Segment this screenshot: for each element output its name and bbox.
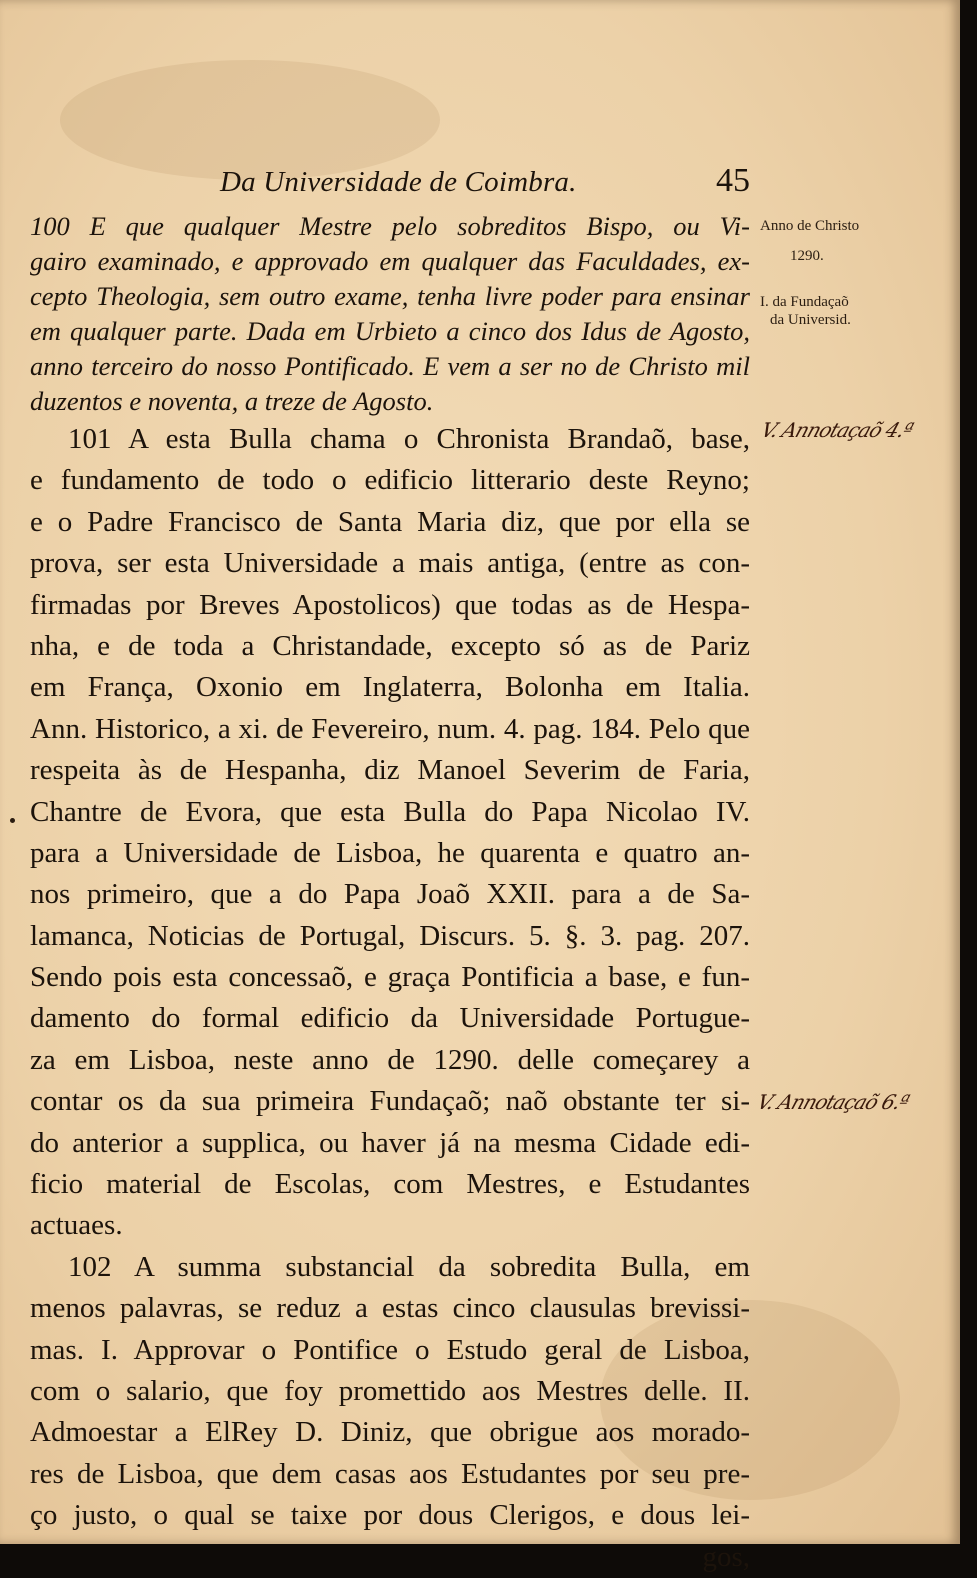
text-line: gos, [702,1540,750,1573]
text-line: mas. I. Approvar o Pontifice o Estudo geral de Lisboa, [30,1333,750,1366]
ink-dot [10,818,15,823]
text-line: 102 A summa substancial da sobredita Bulla, em [68,1250,750,1283]
text-line: 101 A esta Bulla chama o Chronista Brandaõ, base, [68,423,750,455]
text-line: cepto Theologia, sem outro exame, tenha livre poder para ensinar [30,281,750,311]
text-line: duzentos e noventa, a treze de Agosto. [30,386,434,416]
margin-note-fundacao [760,293,960,329]
text-line: lamanca, Noticias de Portugal, Discurs. 5. §. 3. pag. 207. [30,919,750,952]
text-line: para a Universidade de Lisboa, he quarenta e quatro an- [30,836,750,869]
handwritten-annotation-2: V. Annotaçaõ 6.ª [754,1090,912,1114]
handwritten-annotation-1: V. Annotaçaõ 4.ª [758,418,916,442]
text-line: Sendo pois esta concessaõ, e graça Pontificia a base, e fun- [30,961,750,994]
text-line: actuaes. [30,1209,123,1242]
text-line: 100 E que qualquer Mestre pelo sobreditos Bispo, ou Vi- [30,211,750,241]
text-line: gairo examinado, e approvado em qualquer das Faculdades, ex- [30,246,750,276]
margin-year: 1290. [790,248,824,264]
text-line: Admoestar a ElRey D. Diniz, que obrigue aos morado- [30,1416,750,1449]
margin-anno-label: Anno de Christo [760,218,860,234]
margin-fundacao-line-2: da Universid. [770,312,851,328]
text-line: firmadas por Breves Apostolicos) que todas as de Hespa- [30,588,750,621]
text-line: menos palavras, se reduz a estas cinco clausulas brevissi- [30,1292,750,1325]
text-line: res de Lisboa, que dem casas aos Estudantes por seu pre- [30,1457,750,1490]
running-head [220,162,750,202]
margin-fundacao-line-1: I. da Fundaçaõ [760,294,849,310]
margin-note-anno [760,217,960,265]
text-line: Ann. Historico, a xi. de Fevereiro, num. 4. pag. 184. Pelo que [30,712,750,745]
text-line: e fundamento de todo o edificio litterario deste Reyno; [30,464,750,497]
text-line: com o salario, que foy promettido aos Mestres delle. II. [30,1374,750,1407]
running-head-title: Da Universidade de Coimbra. [220,166,577,198]
text-line: em qualquer parte. Dada em Urbieto a cinco dos Idus de Agosto, [30,316,750,346]
text-line: nos primeiro, que a do Papa Joaõ XXII. para a de Sa- [30,878,750,911]
text-line: respeita às de Hespanha, diz Manoel Severim de Faria, [30,754,750,787]
text-line: damento do formal edificio da Universidade Portugue- [30,1002,750,1035]
text-line: Chantre de Evora, que esta Bulla do Papa Nicolao IV. [30,795,750,828]
text-line: prova, ser esta Universidade a mais antiga, (entre as con- [30,547,750,580]
text-line: nha, e de toda a Christandade, excepto só as de Pariz [30,629,750,662]
text-line: za em Lisboa, neste anno de 1290. delle começarey a [30,1043,750,1076]
text-line: e o Padre Francisco de Santa Maria diz, que por ella se [30,505,750,538]
text-line: ço justo, o qual se taixe por dous Clerigos, e dous lei- [30,1499,750,1532]
text-line: contar os da sua primeira Fundaçaõ; naõ obstante ter si- [30,1085,750,1118]
text-line: em França, Oxonio em Inglaterra, Bolonha em Italia. [30,671,750,704]
page-number: 45 [716,162,750,199]
text-line: do anterior a supplica, ou haver já na mesma Cidade edi- [30,1126,750,1159]
body-text [30,209,750,1578]
text-line: ficio material de Escolas, com Mestres, e Estudantes [30,1168,750,1201]
text-line: anno terceiro do nosso Pontificado. E vem a ser no de Christo mil [30,351,750,381]
